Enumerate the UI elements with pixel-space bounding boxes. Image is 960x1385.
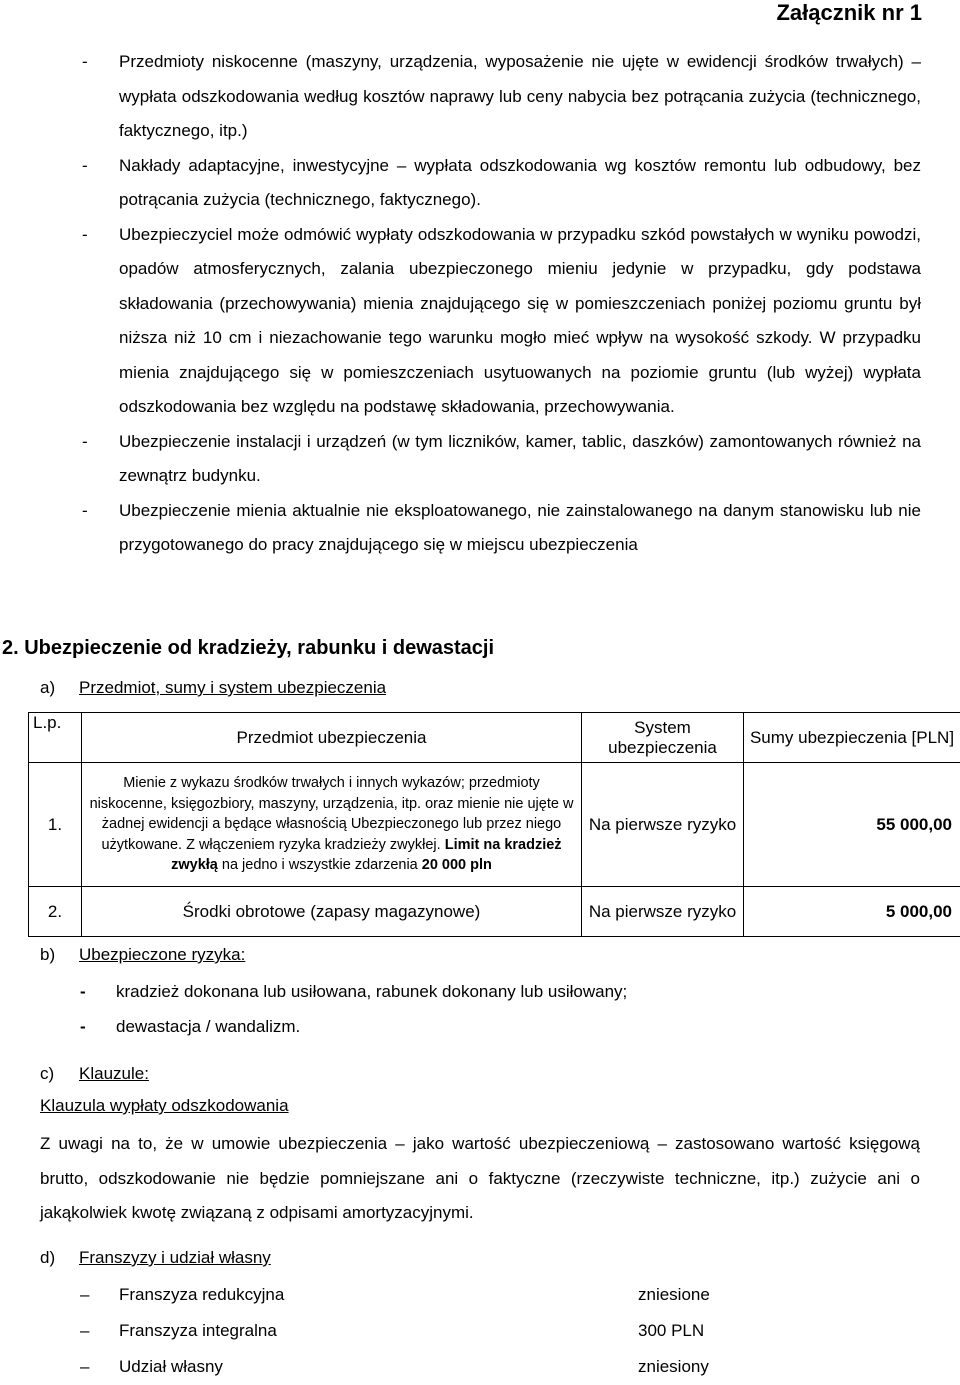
franchise-value: zniesione: [638, 1277, 710, 1313]
subsection-label: Ubezpieczone ryzyka:: [79, 945, 245, 964]
row-system: Na pierwsze ryzyko: [582, 763, 744, 887]
row-sum: 55 000,00: [744, 763, 960, 887]
subsection-label: Przedmiot, sumy i system ubezpieczenia: [79, 678, 386, 697]
list-item-text: Nakłady adaptacyjne, inwestycyjne – wypłata odszkodowania wg kosztów remontu lub odbudowy, bez potrącania zużycia (technicznego, faktycznego).: [119, 156, 921, 210]
table-row: [29, 887, 960, 937]
row-system: Na pierwsze ryzyko: [582, 887, 744, 937]
dash-marker: -: [82, 45, 88, 80]
dash-marker: -: [82, 425, 88, 460]
header-subject: Przedmiot ubezpieczenia: [82, 713, 582, 763]
row-number: 1.: [29, 763, 82, 887]
dash-marker: -: [82, 149, 88, 184]
description-text: na jedno i wszystkie zdarzenia: [218, 857, 422, 873]
list-item: [0, 218, 921, 425]
dash-marker: -: [82, 494, 88, 529]
dash-marker: -: [80, 975, 86, 1010]
list-item-text: Ubezpieczenie mienia aktualnie nie eksploatowanego, nie zainstalowanego na danym stanowisku lub nie przygotowanego do pracy znajdującego się w miejscu ubezpieczenia: [119, 501, 921, 555]
dash-marker: -: [82, 218, 88, 253]
table-row: [29, 763, 960, 887]
header-sums: Sumy ubezpieczenia [PLN]: [744, 713, 960, 763]
row-sum: 5 000,00: [744, 887, 960, 937]
franchise-list: [80, 1277, 780, 1385]
list-item: [80, 1010, 627, 1045]
franchise-label: Franszyza redukcyjna: [119, 1277, 284, 1313]
limit-value: 20 000 pln: [422, 857, 492, 873]
dash-marker: –: [80, 1313, 89, 1349]
clause-title: Klauzula wypłaty odszkodowania: [40, 1096, 289, 1116]
dash-marker: –: [80, 1349, 89, 1385]
section-title: 2. Ubezpieczenie od kradzieży, rabunku i dewastacji: [2, 637, 494, 660]
subsection-letter: d): [40, 1248, 79, 1268]
bullet-list: [0, 45, 960, 563]
list-item: [80, 1349, 780, 1385]
list-item-text: Ubezpieczenie instalacji i urządzeń (w tym liczników, kamer, tablic, daszków) zamontowanych również na zewnątrz budynku.: [119, 432, 921, 486]
header-lp: L.p.: [29, 713, 82, 763]
list-item: [80, 1313, 780, 1349]
franchise-value: 300 PLN: [638, 1313, 704, 1349]
row-number: 2.: [29, 887, 82, 937]
list-item: [80, 975, 627, 1010]
header-system: System ubezpieczenia: [582, 713, 744, 763]
list-item: [0, 425, 921, 494]
subsection-letter: b): [40, 945, 79, 965]
subsection-label: Franszyzy i udział własny: [79, 1248, 271, 1267]
dash-marker: -: [80, 1010, 86, 1045]
franchise-label: Franszyza integralna: [119, 1313, 277, 1349]
subsection-b: [40, 945, 245, 965]
list-item-text: Przedmioty niskocenne (maszyny, urządzenia, wyposażenie nie ujęte w ewidencji środków trwałych) – wypłata odszkodowania według kosztów naprawy lub ceny nabycia bez potrącania zużycia (technicznego, faktycznego, itp.): [119, 52, 921, 140]
row-description: [82, 763, 582, 887]
clause-text: Z uwagi na to, że w umowie ubezpieczenia – jako wartość ubezpieczeniową – zastosowano wartość księgową brutto, odszkodowanie nie będzie pomniejszane ani o faktyczne (rzeczywiste techniczne, itp.) zużycie ani o jakąkolwiek kwotę związaną z odpisami amortyzacyjnymi.: [40, 1127, 920, 1231]
subsection-c: [40, 1064, 149, 1084]
list-item: [80, 1277, 780, 1313]
limit-label: Limit na kradzież zwykłą: [171, 837, 561, 874]
list-item: [0, 149, 921, 218]
subsection-label: Klauzule:: [79, 1064, 149, 1083]
list-item-text: dewastacja / wandalizm.: [116, 1017, 300, 1036]
table-header-row: [29, 713, 960, 763]
list-item: [0, 494, 921, 563]
franchise-value: zniesiony: [638, 1349, 709, 1385]
row-description: Środki obrotowe (zapasy magazynowe): [82, 887, 582, 937]
description-text: Mienie z wykazu środków trwałych i innych wykazów; przedmioty niskocenne, księgozbiory, maszyny, urządzenia, itp. oraz mienie nie ujęte w żadnej ewidencji a będące własnością Ubezpieczonego lub przez niego użytkowane. Z włączeniem ryzyka kradzieży zwykłej.: [90, 775, 574, 853]
list-item: [0, 45, 921, 149]
risk-list: [80, 975, 627, 1044]
franchise-label: Udział własny: [119, 1349, 223, 1385]
list-item-text: kradzież dokonana lub usiłowana, rabunek dokonany lub usiłowany;: [116, 982, 627, 1001]
subsection-a: [40, 678, 386, 698]
dash-marker: –: [80, 1277, 89, 1313]
subsection-letter: c): [40, 1064, 79, 1084]
insurance-table: [28, 712, 960, 937]
attachment-title: Załącznik nr 1: [776, 0, 922, 26]
subsection-d: [40, 1248, 271, 1268]
subsection-letter: a): [40, 678, 79, 698]
list-item-text: Ubezpieczyciel może odmówić wypłaty odszkodowania w przypadku szkód powstałych w wyniku powodzi, opadów atmosferycznych, zalania ubezpieczonego mieniu jedynie w przypadku, gdy podstawa składowania (przechowywania) mienia znajdującego się w pomieszczeniach poniżej poziomu gruntu był niższa niż 10 cm i niezachowanie tego warunku mogło mieć wpływ na wysokość szkody. W przypadku mienia znajdującego się w pomieszczeniach usytuowanych na poziomie gruntu (lub wyżej) wypłata odszkodowania bez względu na podstawę składowania, przechowywania.: [119, 225, 921, 417]
